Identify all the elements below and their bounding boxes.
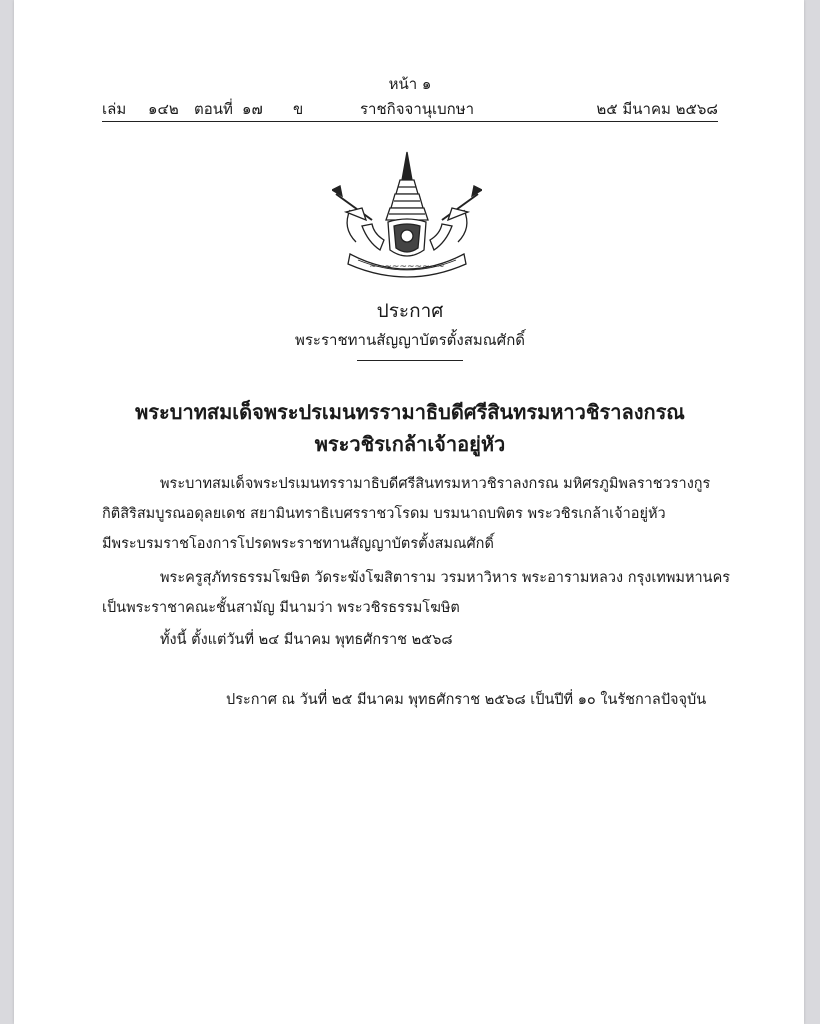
royal-emblem-icon [332, 150, 482, 278]
body-paragraph-line: พระบาทสมเด็จพระปรเมนทรรามาธิบดีศรีสินทรมหาวชิราลงกรณ มหิศรภูมิพลราชวรางกูร [160, 476, 711, 492]
title-divider [357, 360, 463, 361]
royal-title-line-2: พระวชิรเกล้าเจ้าอยู่หัว [314, 432, 506, 456]
volume-label: เล่ม [102, 100, 127, 118]
closing-date-line: ประกาศ ณ วันที่ ๒๕ มีนาคม พุทธศักราช ๒๕๖๘ เป็นปีที่ ๑๐ ในรัชกาลปัจจุบัน [226, 692, 707, 708]
page-number: หน้า ๑ [388, 75, 432, 93]
body-paragraph-line: กิติสิริสมบูรณอดุลยเดช สยามินทราธิเบศรราชวโรดม บรมนาถบพิตร พระวชิรเกล้าเจ้าอยู่หัว [102, 506, 666, 522]
volume-number: ๑๔๒ [148, 100, 179, 118]
effective-date-line: ทั้งนี้ ตั้งแต่วันที่ ๒๔ มีนาคม พุทธศักราช ๒๕๖๘ [160, 632, 453, 648]
body-paragraph-line: มีพระบรมราชโองการโปรดพระราชทานสัญญาบัตรตั้งสมณศักดิ์ [102, 536, 494, 552]
body-paragraph-line: พระครูสุภัทรธรรมโฆษิต วัดระฆังโฆสิตาราม วรมหาวิหาร พระอารามหลวง กรุงเทพมหานคร [160, 570, 731, 586]
body-paragraph-line: เป็นพระราชาคณะชั้นสามัญ มีนามว่า พระวชิรธรรมโฆษิต [102, 600, 460, 616]
section-letter: ข [293, 100, 304, 118]
section-label: ตอนที่ [194, 100, 233, 118]
header-divider [102, 121, 718, 122]
announcement-type: ประกาศ [376, 300, 444, 322]
publication-date: ๒๕ มีนาคม ๒๕๖๘ [596, 100, 718, 118]
section-number: ๑๗ [242, 100, 263, 118]
gazette-header [102, 97, 718, 119]
royal-title-line-1: พระบาทสมเด็จพระปรเมนทรรามาธิบดีศรีสินทรมหาวชิราลงกรณ [135, 400, 685, 424]
gazette-name: ราชกิจจานุเบกษา [360, 100, 475, 118]
announcement-subject: พระราชทานสัญญาบัตรตั้งสมณศักดิ์ [294, 331, 526, 349]
svg-text:~~~~~~~~~~: ~~~~~~~~~~ [369, 262, 445, 272]
